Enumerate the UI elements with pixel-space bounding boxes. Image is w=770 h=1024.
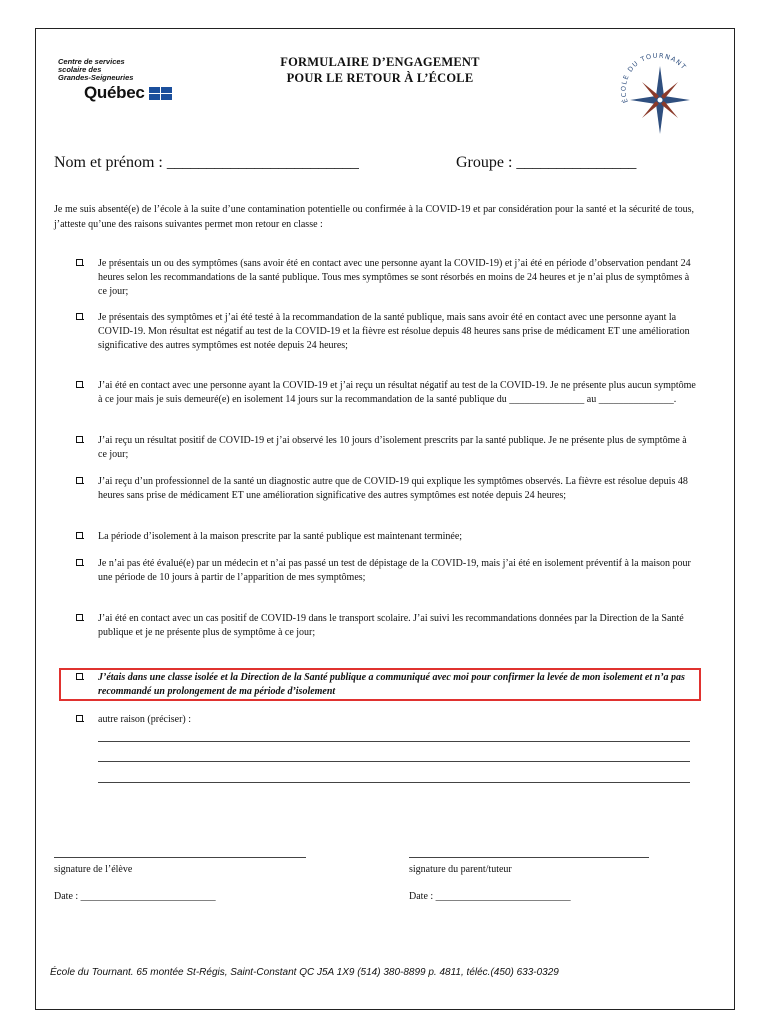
option-text: autre raison (préciser) : [98, 714, 192, 725]
title-line-1: FORMULAIRE D’ENGAGEMENT [280, 55, 480, 69]
option-4 [76, 434, 696, 462]
other-reason-line-3[interactable] [98, 782, 690, 783]
option-text: La période d’isolement à la maison prescrite par la santé publique est maintenant terminée; [98, 531, 463, 542]
checkbox[interactable] [76, 715, 83, 722]
checkbox[interactable] [76, 313, 83, 320]
option-text: Je n’ai pas été évalué(e) par un médecin et n’ai pas passé un test de dépistage de la COVID-19, mais j’ai été en isolement préventif à la maison pour une période de 10 jours à partir de l’apparition de mes symptômes; [98, 558, 691, 583]
option-8 [76, 612, 696, 640]
option-10 [76, 713, 696, 727]
parent-signature-line[interactable] [409, 857, 649, 858]
checkbox[interactable] [76, 381, 83, 388]
form-title [230, 54, 530, 86]
option-2 [76, 311, 696, 352]
option-6 [76, 530, 696, 544]
quebec-wordmark: Québec [84, 83, 145, 102]
checkbox[interactable] [76, 614, 83, 621]
option-text: Je présentais des symptômes et j’ai été testé à la recommandation de la santé publique, mais sans avoir été en contact avec une personne ayant la COVID-19. Mon résultat est négatif au test de la COVID-19 et la fièvre est résolue depuis 48 heures sans prise de médicament ET une amélioration significative des autres symptômes est notée depuis 24 heures; [98, 312, 690, 351]
checkbox[interactable] [76, 259, 83, 266]
checkbox[interactable] [76, 436, 83, 443]
checkbox[interactable] [76, 532, 83, 539]
identity-row [54, 154, 714, 172]
student-signature-label: signature de l’élève [54, 864, 133, 875]
title-line-2: POUR LE RETOUR À L’ÉCOLE [286, 71, 474, 85]
option-text: Je présentais un ou des symptômes (sans avoir été en contact avec une personne ayant la COVID-19) et j’ai été en période d’observation pendant 24 heures selon les recommandations de la santé publique. Tous mes symptômes se sont résorbés en moins de 24 heures et je n’ai plus de symptômes à ce jour; [98, 258, 691, 297]
intro-paragraph: Je me suis absenté(e) de l’école à la suite d’une contamination potentielle ou confirmée à la COVID-19 et par considération pour la santé et la sécurité de tous, j’atteste qu’une des raisons suivantes permet mon retour en classe : [54, 204, 694, 230]
org-line-3: Grandes-Seigneuries [58, 73, 134, 82]
other-reason-line-1[interactable] [98, 741, 690, 742]
document-border [35, 28, 735, 1010]
option-3 [76, 379, 696, 407]
option-9 [76, 671, 696, 699]
parent-date-field[interactable]: Date : ___________________________ [409, 891, 571, 902]
group-field-label[interactable]: Groupe : _______________ [456, 154, 637, 171]
checkbox[interactable] [76, 559, 83, 566]
other-reason-line-2[interactable] [98, 761, 690, 762]
org-line-2: scolaire des [58, 65, 102, 74]
option-5 [76, 475, 696, 503]
footer-address: École du Tournant. 65 montée St-Régis, Saint-Constant QC J5A 1X9 (514) 380-8899 p. 4811, téléc.(450) 633-0329 [50, 967, 559, 978]
checkbox[interactable] [76, 673, 83, 680]
option-text: J’étais dans une classe isolée et la Direction de la Santé publique a communiqué avec moi pour confirmer la levée de mon isolement et n’a pas recommandé un prolongement de ma période d’isolement [98, 672, 685, 697]
option-text: J’ai reçu d’un professionnel de la santé un diagnostic autre que de COVID-19 qui explique les symptômes observés. La fièvre est résolue depuis 48 heures sans prise de médicament ET une amélioration significative des autres symptômes est notée depuis 24 heures; [98, 476, 688, 501]
student-signature-line[interactable] [54, 857, 306, 858]
student-date-field[interactable]: Date : ___________________________ [54, 891, 216, 902]
option-1 [76, 257, 696, 298]
org-line-1: Centre de services [58, 57, 125, 66]
option-text: J’ai reçu un résultat positif de COVID-19 et j’ai observé les 10 jours d’isolement prescrits par la santé publique. Je ne présente plus de symptôme à ce jour; [98, 435, 687, 460]
name-field-label[interactable]: Nom et prénom : ________________________ [54, 154, 359, 171]
option-7 [76, 557, 696, 585]
checkbox[interactable] [76, 477, 83, 484]
quebec-logo [58, 58, 193, 103]
compass-ring-text: ÉCOLE DU TOURNANT [619, 51, 689, 104]
fleurdelise-flag-icon [149, 87, 172, 100]
parent-signature-label: signature du parent/tuteur [409, 864, 512, 875]
option-text: J’ai été en contact avec une personne ayant la COVID-19 et j’ai reçu un résultat négatif au test de la COVID-19. Je ne présente plus aucun symptôme à ce jour mais je suis demeuré(e) en isolement 14 jours sur la recommandation de la santé publique du _______________ au _______________. [98, 380, 696, 405]
ecole-du-tournant-logo-compass-icon [612, 48, 704, 140]
option-text: J’ai été en contact avec un cas positif de COVID-19 dans le transport scolaire. J’ai suivi les recommandations données par la Direction de la Santé publique et je ne présente plus de symptôme à ce jour; [98, 613, 684, 638]
